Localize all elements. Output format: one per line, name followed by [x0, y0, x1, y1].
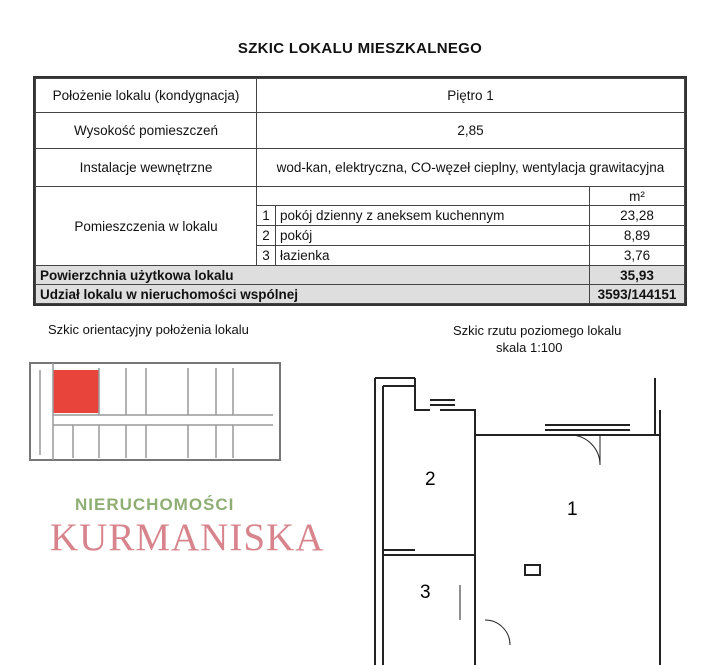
rooms-label: Pomieszczenia w lokalu	[36, 187, 257, 266]
room-area: 8,89	[590, 226, 685, 246]
room-area: 3,76	[590, 246, 685, 266]
building-orientation-sketch	[28, 360, 283, 465]
room-name: pokój dzienny z aneksem kuchennym	[276, 206, 590, 226]
floor-plan	[365, 370, 720, 665]
room-no: 1	[257, 206, 276, 226]
room-no: 2	[257, 226, 276, 246]
room-name: pokój	[276, 226, 590, 246]
unit-label: m²	[590, 187, 685, 206]
room-2-label: 2	[425, 469, 436, 490]
plan-caption: Szkic rzutu poziomego lokalu	[453, 323, 622, 338]
room-area: 23,28	[590, 206, 685, 226]
floor-label: Położenie lokalu (kondygnacja)	[36, 79, 257, 113]
room-no: 3	[257, 246, 276, 266]
height-label: Wysokość pomieszczeń	[36, 113, 257, 149]
room-name: łazienka	[276, 246, 590, 266]
apartment-highlight	[53, 370, 99, 413]
usable-area-label: Powierzchnia użytkowa lokalu	[36, 266, 590, 285]
page-title: SZKIC LOKALU MIESZKALNEGO	[237, 40, 483, 57]
room-3-label: 3	[420, 582, 431, 603]
room-1-label: 1	[567, 499, 578, 520]
orientation-caption: Szkic orientacyjny położenia lokalu	[48, 322, 249, 337]
apartment-table	[35, 78, 685, 304]
install-label: Instalacje wewnętrzne	[36, 149, 257, 187]
watermark-logo: KURMANISKA	[50, 516, 325, 559]
scale-caption: skala 1:100	[496, 340, 563, 355]
watermark-top: NIERUCHOMOŚCI	[75, 495, 235, 514]
share-label: Udział lokalu w nieruchomości wspólnej	[36, 285, 590, 304]
install-value: wod-kan, elektryczna, CO-węzeł cieplny, wentylacja grawitacyjna	[257, 149, 685, 187]
share-value: 3593/144151	[590, 285, 685, 304]
usable-area-value: 35,93	[590, 266, 685, 285]
floor-value: Piętro 1	[257, 79, 685, 113]
height-value: 2,85	[257, 113, 685, 149]
